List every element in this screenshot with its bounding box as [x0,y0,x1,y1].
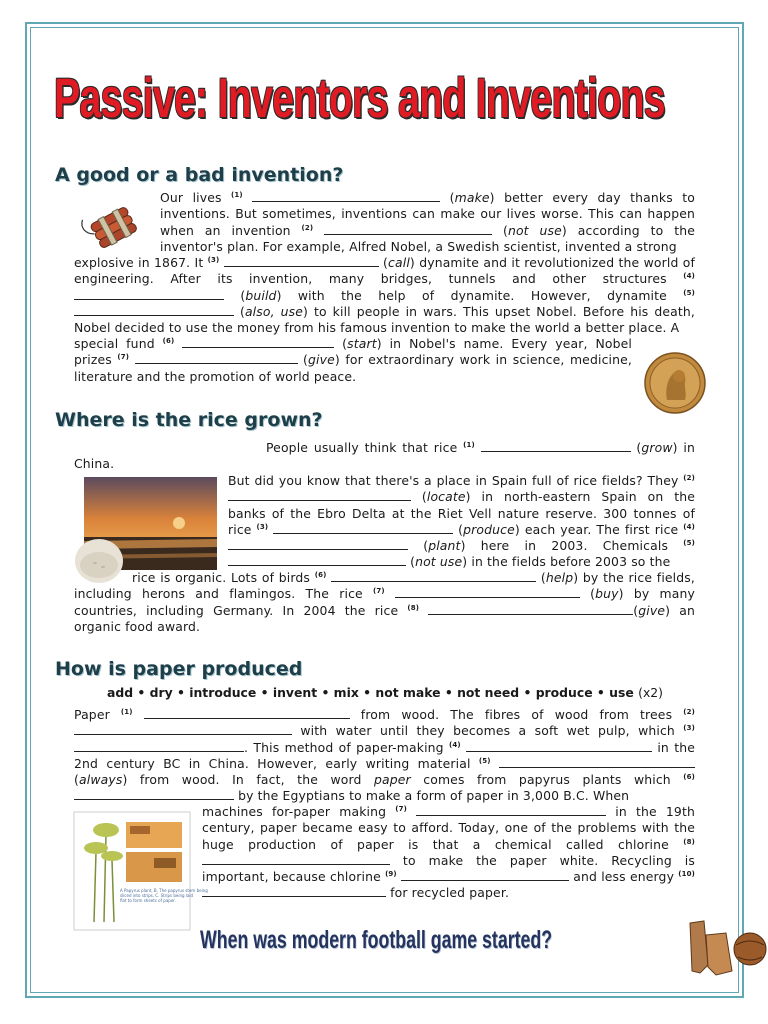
nobel-medal-image [641,352,709,414]
paragraph-rice-organic: rice is organic. Lots of birds $^{(6)}$ (help) by the rice fields, including herons and flamingos. The rice $^{(7)}$ (buy) by many countries, including Germany. In 2004 the rice $^{(8)}$ (give) an organic food award. [74,570,695,634]
blank-paper-7[interactable] [416,804,606,816]
blank-rice-4[interactable] [228,538,408,550]
blank-paper-6[interactable] [74,788,234,800]
football-boots-image [686,915,768,979]
paragraph-paper: Paper $^{(1)}$ from wood. The fibres of wood from trees $^{(2)}$ with water until they becomes a soft wet pulp, which $^{(3)}$ . This method of paper-making $^{(4)}$ in the 2nd century BC in China. However, early writing material $^{(5)}$ (always) from wood. In fact, the word paper comes from papyrus plants which $^{(6)}$ by the Egyptians to make a form of paper in 3,000 B.C. When [74,707,695,804]
word-bank [74,685,696,701]
blank-paper-10[interactable] [202,885,386,897]
blank-rice-5[interactable] [228,554,406,566]
section-heading-invention: A good or a bad invention? [55,164,344,186]
section-heading-rice: Where is the rice grown? [55,409,323,431]
blank-paper-2[interactable] [74,723,292,735]
blank-6[interactable] [182,336,334,348]
blank-rice-7[interactable] [395,586,580,598]
blank-5[interactable] [74,304,234,316]
paragraph-intro: Our lives $^{(1)}$ (make) better every day thanks to inventions. But sometimes, inventions can make our lives worse. This can happen when an invention $^{(2)}$ (not use) according to the inventor's plan. For example, Alfred Nobel, a Swedish scientist, invented a strong [160,190,695,254]
blank-7[interactable] [135,352,298,364]
blank-paper-3[interactable] [74,740,244,752]
football-question: When was modern football game started? [200,926,553,954]
blank-rice-6[interactable] [331,570,536,582]
blank-rice-8[interactable] [428,603,633,615]
blank-rice-2[interactable] [228,489,411,501]
blank-paper-4[interactable] [466,740,652,752]
paragraph-nobel: explosive in 1867. It $^{(3)}$ (call) dynamite and it revolutionized the world of engineering. After its invention, many bridges, tunnels and other structures $^{(4)}$ (build) with the help of dynamite. However, dynamite $^{(5)}$ (also, use) to kill people in wars. This upset Nobel. Before his death, Nobel decided to use the money from his famous invention to make the world a better place. A [74,255,696,336]
paragraph-paper-machines: machines for-paper making $^{(7)}$ in the 19th century, paper became easy to afford. Today, one of the problems with the huge production of paper is that a chemical called chlorine $^{(8)}$ to make the paper white. Recycling is important, because chlorine $^{(9)}$ and less energy $^{(10)}$ for recycled paper. [202,804,696,901]
papyrus-illustration [74,812,208,930]
worksheet-title: Passive: Inventors and Inventions [54,66,665,129]
blank-paper-1[interactable] [144,707,350,719]
blank-rice-3[interactable] [273,522,453,534]
blank-paper-5[interactable] [499,756,695,768]
papyrus-caption-line-2: sliced into strips, C. Strips being laid [120,893,194,898]
paragraph-rice-intro: People usually think that rice $^{(1)}$ (grow) in China. [74,440,696,472]
section-heading-paper: How is paper produced [55,658,303,680]
word-bank-suffix: (x2) [638,685,663,700]
dynamite-illustration [82,198,146,256]
blank-3[interactable] [224,255,379,267]
paragraph-nobel-prize: special fund $^{(6)}$ (start) in Nobel's name. Every year, Nobel prizes $^{(7)}$ (give) for extraordinary work in science, medicine, literature and the promotion of world peace. [74,336,632,384]
blank-4[interactable] [74,288,224,300]
blank-2[interactable] [324,223,492,235]
blank-paper-8[interactable] [202,853,390,865]
papyrus-caption-line-1: A Papyrus plant, B. The papyrus stem being [120,888,208,893]
blank-1[interactable] [252,190,440,202]
paragraph-rice-spain: But did you know that there's a place in Spain full of rice fields? They $^{(2)}$ (locate) in north-eastern Spain on the banks of the Ebro Delta at the Riet Vell nature reserve. 300 tonnes of rice $^{(3)}$ (produce) each year. The first rice $^{(4)}$ (plant) here in 2003. Chemicals $^{(5)}$ (not use) in the fields before 2003 so the [228,473,696,570]
word-bank-list: add • dry • introduce • invent • mix • not make • not need • produce • use [106,685,634,700]
papyrus-caption-line-3: flat to form sheets of paper. [120,898,176,903]
blank-paper-9[interactable] [401,869,569,881]
blank-rice-1[interactable] [481,440,631,452]
